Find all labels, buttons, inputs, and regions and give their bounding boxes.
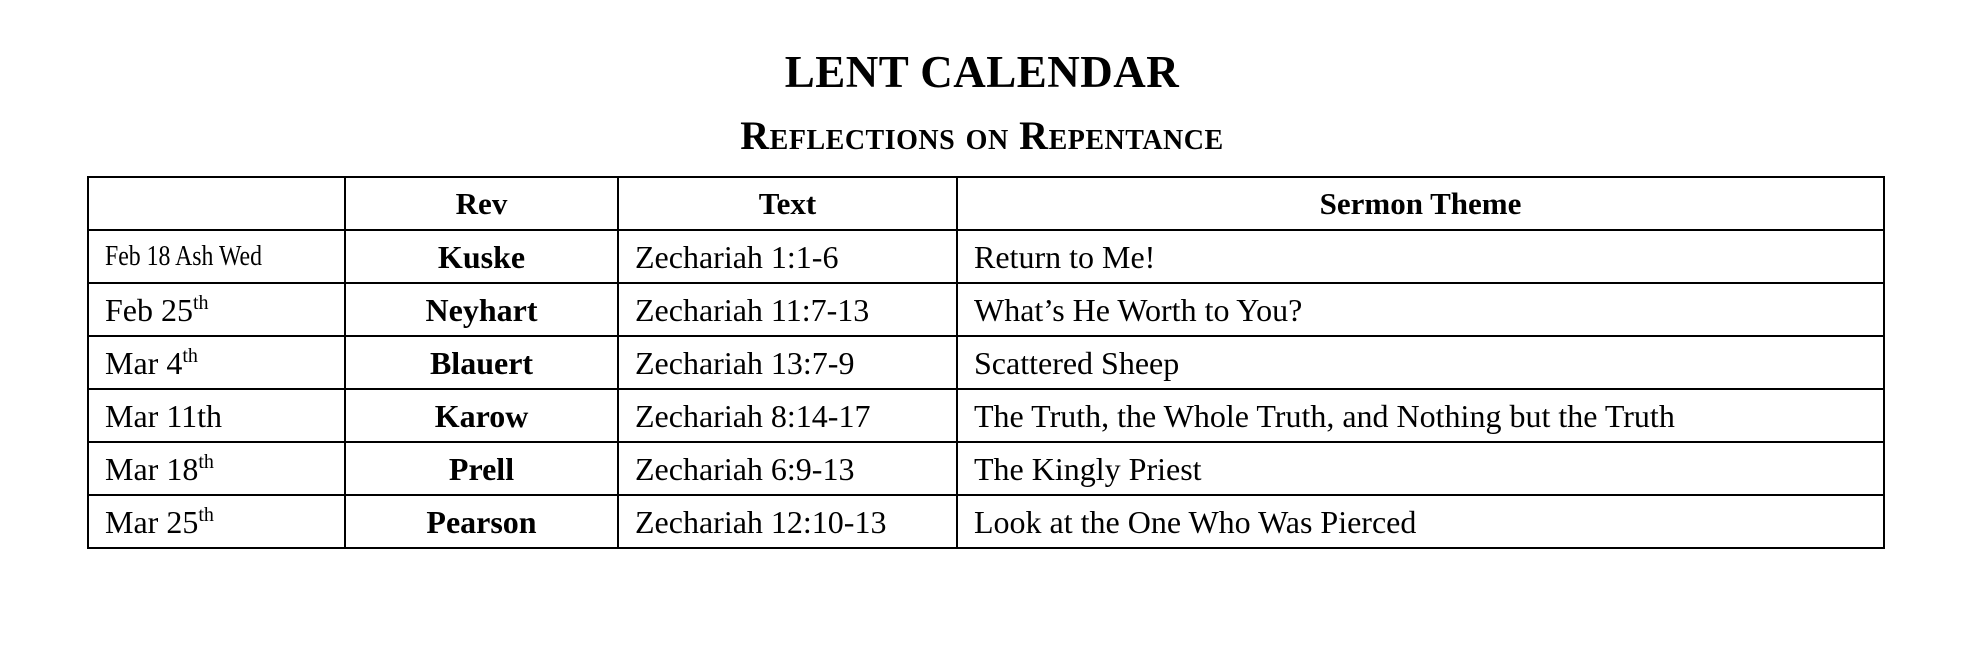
rev-cell: Karow	[345, 389, 618, 442]
date-cell	[88, 230, 345, 283]
table-row	[88, 442, 1884, 495]
date-cell	[88, 495, 345, 548]
date-value: Mar 18	[105, 450, 199, 487]
text-cell: Zechariah 1:1-6	[618, 230, 957, 283]
date-value: Feb 25	[105, 291, 193, 328]
theme-cell: Scattered Sheep	[957, 336, 1884, 389]
text-cell: Zechariah 12:10-13	[618, 495, 957, 548]
date-cell	[88, 442, 345, 495]
date-ordinal-suffix: th	[198, 503, 214, 526]
theme-cell: What’s He Worth to You?	[957, 283, 1884, 336]
header-text: Text	[618, 177, 957, 230]
date-cell	[88, 389, 345, 442]
theme-cell: Return to Me!	[957, 230, 1884, 283]
date-value: Feb 18 Ash Wed	[105, 240, 262, 272]
table-row	[88, 283, 1884, 336]
theme-cell: Look at the One Who Was Pierced	[957, 495, 1884, 548]
page-subtitle: Reflections on Repentance	[740, 113, 1224, 158]
date-value: Mar 4	[105, 344, 183, 381]
date-cell	[88, 283, 345, 336]
table-row	[88, 389, 1884, 442]
header-rev: Rev	[345, 177, 618, 230]
lent-calendar-table	[87, 176, 1885, 549]
date-value: Mar 11th	[105, 397, 223, 434]
rev-cell: Pearson	[345, 495, 618, 548]
rev-cell: Blauert	[345, 336, 618, 389]
table-header-row	[88, 177, 1884, 230]
rev-cell: Kuske	[345, 230, 618, 283]
page-title: LENT CALENDAR	[784, 47, 1180, 97]
date-cell	[88, 336, 345, 389]
header-sermon-theme: Sermon Theme	[957, 177, 1884, 230]
date-ordinal-suffix: th	[182, 344, 198, 367]
rev-cell: Prell	[345, 442, 618, 495]
text-cell: Zechariah 6:9-13	[618, 442, 957, 495]
text-cell: Zechariah 8:14-17	[618, 389, 957, 442]
table-row	[88, 495, 1884, 548]
table-row	[88, 336, 1884, 389]
text-cell: Zechariah 11:7-13	[618, 283, 957, 336]
date-value: Mar 25	[105, 503, 199, 540]
theme-cell: The Truth, the Whole Truth, and Nothing but the Truth	[957, 389, 1884, 442]
theme-cell: The Kingly Priest	[957, 442, 1884, 495]
header-date	[88, 177, 345, 230]
date-ordinal-suffix: th	[193, 291, 209, 314]
date-ordinal-suffix: th	[198, 450, 214, 473]
table-row	[88, 230, 1884, 283]
text-cell: Zechariah 13:7-9	[618, 336, 957, 389]
rev-cell: Neyhart	[345, 283, 618, 336]
